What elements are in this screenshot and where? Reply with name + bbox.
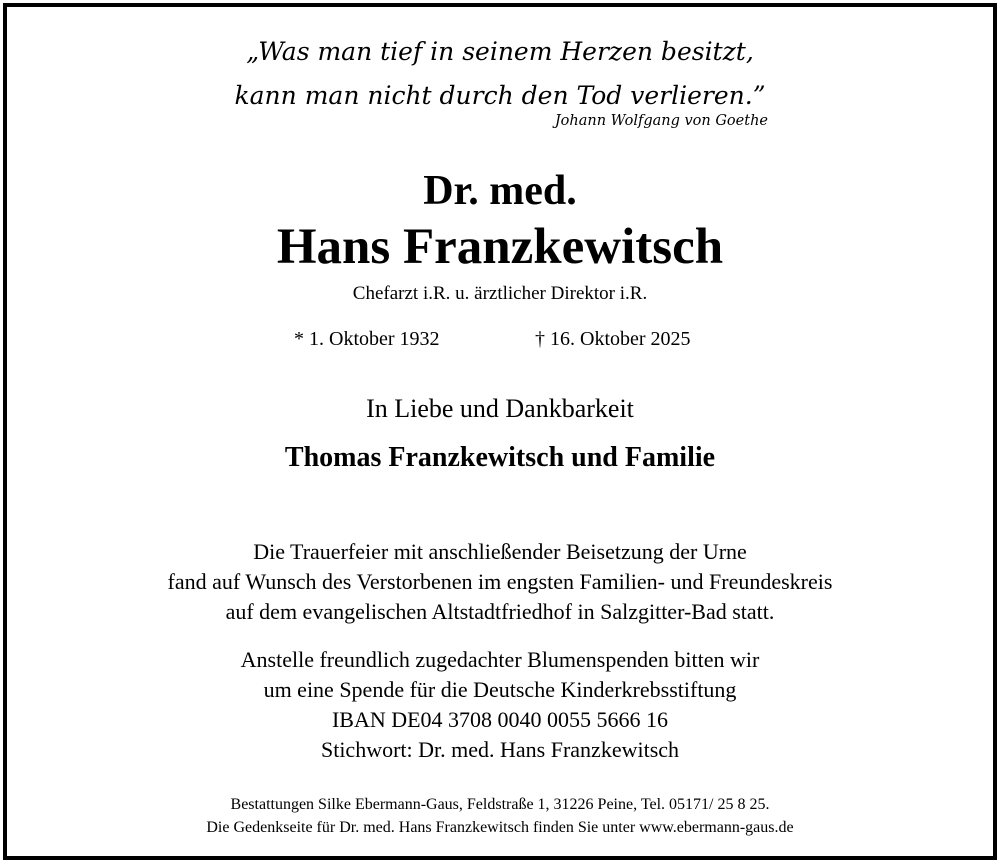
donation-text — [0, 645, 1000, 765]
deceased-position: Chefarzt i.R. u. ärztlicher Direktor i.R. — [352, 283, 648, 304]
death-date: † 16. Oktober 2025 — [535, 328, 691, 350]
quote-line-2: kann man nicht durch den Tod verlieren.” — [234, 81, 766, 110]
quote-author: Johann Wolfgang von Goethe — [554, 113, 768, 129]
mourners-phrase: In Liebe und Dankbarkeit — [366, 394, 634, 423]
donation-line: Anstelle freundlich zugedachter Blumenspenden bitten wir — [240, 647, 760, 672]
ceremony-line: Die Trauerfeier mit anschließender Beisetzung der Urne — [253, 539, 747, 564]
donation-keyword: Stichwort: Dr. med. Hans Franzkewitsch — [320, 737, 680, 762]
deceased-name: Hans Franzkewitsch — [276, 219, 724, 275]
quote — [0, 30, 1000, 118]
ceremony-line: fand auf Wunsch des Verstorbenen im engsten Familien- und Freundeskreis — [167, 569, 833, 594]
memorial-page-info: Die Gedenkseite für Dr. med. Hans Franzkewitsch finden Sie unter www.ebermann-gaus.de — [206, 819, 794, 836]
ceremony-line: auf dem evangelischen Altstadtfriedhof in Salzgitter-Bad statt. — [225, 599, 775, 624]
donation-iban: IBAN DE04 3708 0040 0055 5666 16 — [331, 707, 669, 732]
quote-line-1: „Was man tief in seinem Herzen besitzt, — [246, 37, 754, 66]
deceased-title: Dr. med. — [423, 168, 577, 214]
ceremony-text — [0, 537, 1000, 627]
donation-line: um eine Spende für die Deutsche Kinderkrebsstiftung — [263, 677, 737, 702]
footer — [0, 793, 1000, 839]
funeral-home-info: Bestattungen Silke Ebermann-Gaus, Feldstraße 1, 31226 Peine, Tel. 05171/ 25 8 25. — [230, 796, 770, 813]
birth-date: * 1. Oktober 1932 — [294, 328, 440, 350]
mourners-names: Thomas Franzkewitsch und Familie — [284, 442, 716, 473]
